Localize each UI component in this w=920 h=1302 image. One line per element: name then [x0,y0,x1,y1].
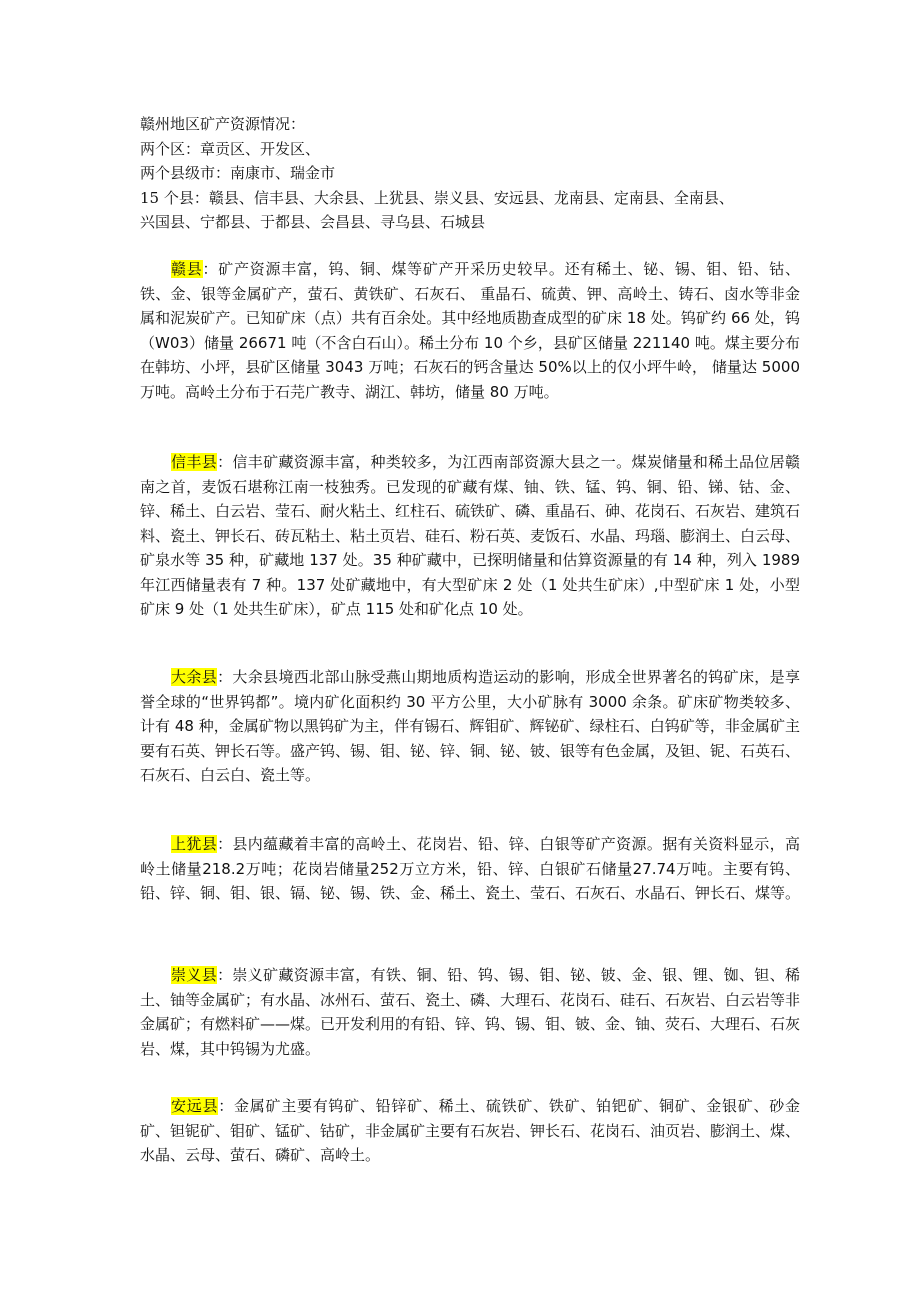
section-shangyou [140,832,800,906]
districts-line: 两个区：章贡区、开发区、 [140,139,321,158]
county-name-highlight: 安远县 [171,1097,219,1115]
section-text: ：县内蕴藏着丰富的高岭土、花岗岩、铅、锌、白银等矿产资源。据有关资料显示，高岭土储量218.2万吨；花岗岩储量252万立方米，铅、锌、白银矿石储量27.74万吨。主要有钨、铅、锌、铜、钼、银、镉、铋、锡、铁、金、稀土、瓷土、莹石、石灰石、水晶石、钾长石、煤等。 [140,835,801,902]
section-paragraph [140,257,800,404]
section-ganxian [140,257,800,404]
section-text: ：大余县境西北部山脉受燕山期地质构造运动的影响，形成全世界著名的钨矿床，是享誉全球的“世界钨都”。境内矿化面积约 30 平方公里，大小矿脉有 3000 余条。矿床矿物类较多、计有 48 种，金属矿物以黑钨矿为主，伴有锡石、辉钼矿、辉铋矿、绿柱石、白钨矿等，非金属矿主要有石英、钾长石等。盛产钨、锡、钼、铋、锌、铜、铋、铍、银等有色金属，及钽、铌、石英石、石灰石、白云白、瓷土等。 [140,668,801,784]
counties-line-1: 15 个县：赣县、信丰县、大余县、上犹县、崇义县、安远县、龙南县、定南县、全南县、 [140,188,734,207]
document-title: 赣州地区矿产资源情况： [140,115,306,133]
section-xinfeng [140,450,800,622]
county-name-highlight: 赣县 [171,260,203,278]
section-text: ：崇义矿藏资源丰富，有铁、铜、铅、钨、锡、钼、铋、铍、金、银、锂、铷、钽、稀土、铀等金属矿；有水晶、冰州石、萤石、瓷土、磷、大理石、花岗石、硅石、石灰岩、白云岩等非金属矿；有燃料矿——煤。已开发利用的有铅、锌、钨、锡、钼、铍、金、铀、荧石、大理石、石灰岩、煤，其中钨锡为尤盛。 [140,966,801,1058]
county-name-highlight: 大余县 [171,668,218,686]
section-paragraph [140,1094,800,1168]
document-header [140,112,800,235]
county-name-highlight: 崇义县 [171,966,218,984]
counties-line-2: 兴国县、宁都县、于都县、会昌县、寻乌县、石城县 [140,213,486,231]
county-name-highlight: 信丰县 [171,453,218,471]
section-text: ：金属矿主要有钨矿、铅锌矿、稀土、硫铁矿、铁矿、铂钯矿、铜矿、金银矿、砂金矿、钽铌矿、钼矿、锰矿、钴矿，非金属矿主要有石灰岩、钾长石、花岗石、油页岩、膨润土、煤、水晶、云母、萤石、磷矿、高岭土。 [140,1097,801,1164]
section-dayu [140,665,800,788]
section-paragraph [140,450,800,622]
section-text: ：信丰矿藏资源丰富，种类较多，为江西南部资源大县之一。煤炭储量和稀土品位居赣南之首，麦饭石堪称江南一枝独秀。已发现的矿藏有煤、铀、铁、锰、钨、铜、铅、锑、钴、金、锌、稀土、白云岩、莹石、耐火粘土、红柱石、硫铁矿、磷、重晶石、砷、花岗石、石灰岩、建筑石料、瓷土、钾长石、砖瓦粘土、粘土页岩、硅石、粉石英、麦饭石、水晶、玛瑙、膨润土、白云母、矿泉水等 35 种，矿藏地 137 处。35 种矿藏中，已探明储量和估算资源量的有 14 种，列入 1989 年江西储量表有 7 种。137 处矿藏地中，有大型矿床 2 处（1 处共生矿床）,中型矿床 1 处，小型矿床 9 处（1 处共生矿床），矿点 115 处和矿化点 10 处。 [140,453,801,618]
county-name-highlight: 上犹县 [171,835,218,853]
section-paragraph [140,832,800,906]
section-paragraph [140,665,800,788]
section-chongyi [140,963,800,1061]
section-paragraph [140,963,800,1061]
section-anyuan [140,1094,800,1168]
cities-line: 两个县级市：南康市、瑞金市 [140,164,336,182]
section-text: ：矿产资源丰富，钨、铜、煤等矿产开采历史较早。还有稀土、铋、锡、钼、铅、钴、铁、金、银等金属矿产，萤石、黄铁矿、石灰石、 重晶石、硫黄、钾、高岭土、铸石、卤水等非金属和泥炭矿产。已知矿床（点）共有百余处。其中经地质勘查成型的矿床 18 处。钨矿约 66 处，钨（W03）储量 26671 吨（不含白石山）。稀土分布 10 个乡，县矿区储量 221140 吨。煤主要分布在韩坊、小坪，县矿区储量 3043 万吨；石灰石的钙含量达 50%以上的仅小坪牛岭， 储量达 5000 万吨。高岭土分布于石芫广教寺、湖江、韩坊，储量 80 万吨。 [140,260,800,401]
